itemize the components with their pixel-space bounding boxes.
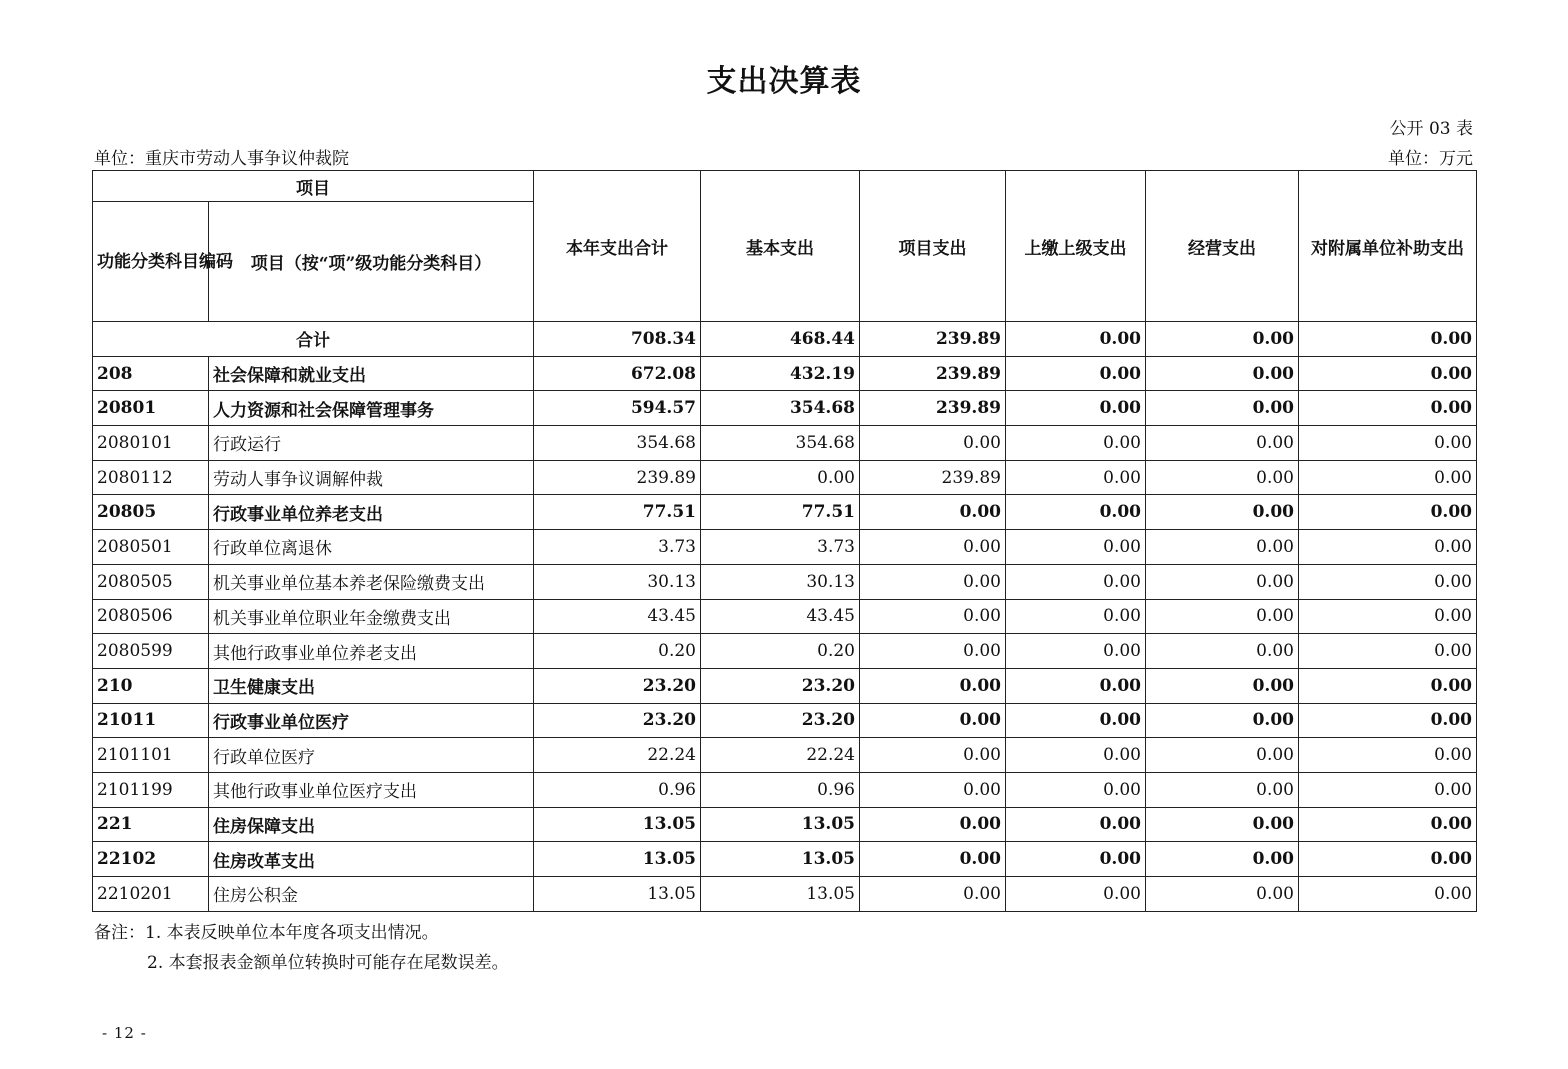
table-row: [93, 564, 1477, 599]
row-value: 239.89: [860, 460, 1006, 495]
row-value: 672.08: [534, 356, 701, 391]
table-row: [93, 738, 1477, 773]
row-value: 0.00: [1146, 668, 1299, 703]
row-code: 210: [93, 668, 209, 703]
row-value: 0.00: [860, 703, 1006, 738]
row-value: 13.05: [534, 807, 701, 842]
currency-unit: 单位：万元: [1388, 149, 1473, 169]
row-value: 354.68: [701, 426, 860, 461]
row-value: 0.00: [1006, 356, 1146, 391]
row-value: 0.00: [1146, 634, 1299, 669]
row-code: 2080101: [93, 426, 209, 461]
row-code: 20805: [93, 495, 209, 530]
row-value: 0.00: [860, 842, 1006, 877]
row-value: 77.51: [701, 495, 860, 530]
row-value: 0.00: [701, 460, 860, 495]
table-header: [93, 171, 1477, 322]
row-value: 0.00: [860, 634, 1006, 669]
row-value: 13.05: [534, 877, 701, 912]
row-name: 行政事业单位养老支出: [209, 495, 534, 530]
row-value: 0.00: [860, 877, 1006, 912]
row-value: 30.13: [701, 564, 860, 599]
row-value: 13.05: [534, 842, 701, 877]
row-value: 0.00: [860, 668, 1006, 703]
row-value: 13.05: [701, 877, 860, 912]
row-value: 22.24: [701, 738, 860, 773]
row-code: 2210201: [93, 877, 209, 912]
row-value: 0.00: [860, 564, 1006, 599]
row-value: 3.73: [701, 530, 860, 565]
table-row: [93, 634, 1477, 669]
row-value: 0.00: [1146, 356, 1299, 391]
row-value: 0.00: [1146, 564, 1299, 599]
row-value: 0.20: [701, 634, 860, 669]
row-value: 0.00: [1006, 564, 1146, 599]
row-value: 0.00: [1299, 460, 1477, 495]
row-value: 0.00: [1146, 460, 1299, 495]
page-title: 支出决算表: [706, 64, 862, 99]
total-row: [93, 322, 1477, 357]
header-total: 本年支出合计: [534, 171, 701, 322]
note-line-1: 备注：1. 本表反映单位本年度各项支出情况。: [94, 923, 439, 943]
row-name: 其他行政事业单位医疗支出: [209, 772, 534, 807]
table-row: [93, 530, 1477, 565]
row-name: 机关事业单位基本养老保险缴费支出: [209, 564, 534, 599]
row-value: 13.05: [701, 807, 860, 842]
row-value: 23.20: [534, 668, 701, 703]
row-name: 行政单位离退休: [209, 530, 534, 565]
row-name: 卫生健康支出: [209, 668, 534, 703]
header-basic: 基本支出: [701, 171, 860, 322]
form-number: 公开 03 表: [1389, 119, 1473, 139]
table-row: [93, 703, 1477, 738]
row-value: 0.00: [1006, 668, 1146, 703]
row-value: 0.00: [1299, 426, 1477, 461]
row-value: 0.00: [1006, 703, 1146, 738]
row-code: 20801: [93, 391, 209, 426]
row-value: 0.00: [1146, 703, 1299, 738]
row-value: 239.89: [860, 356, 1006, 391]
row-value: 239.89: [860, 391, 1006, 426]
row-value: 23.20: [701, 703, 860, 738]
row-value: 0.00: [1299, 738, 1477, 773]
row-value: 43.45: [534, 599, 701, 634]
row-name: 住房改革支出: [209, 842, 534, 877]
row-value: 0.96: [534, 772, 701, 807]
row-value: 0.00: [860, 599, 1006, 634]
row-name: 住房公积金: [209, 877, 534, 912]
row-value: 0.00: [1146, 772, 1299, 807]
row-value: 0.00: [1299, 530, 1477, 565]
header-code: 功能分类科目编码: [93, 202, 209, 322]
row-code: 2101199: [93, 772, 209, 807]
row-value: 0.00: [1146, 877, 1299, 912]
row-code: 2101101: [93, 738, 209, 773]
row-value: 23.20: [534, 703, 701, 738]
row-value: 0.00: [1299, 842, 1477, 877]
header-subsidy: 对附属单位补助支出: [1299, 171, 1477, 322]
row-code: 2080505: [93, 564, 209, 599]
row-value: 0.00: [1006, 634, 1146, 669]
row-value: 0.00: [1146, 842, 1299, 877]
row-code: 221: [93, 807, 209, 842]
row-value: 239.89: [534, 460, 701, 495]
row-code: 2080501: [93, 530, 209, 565]
table-row: [93, 668, 1477, 703]
row-value: 0.00: [1146, 738, 1299, 773]
header-upper: 上缴上级支出: [1006, 171, 1146, 322]
table-row: [93, 356, 1477, 391]
row-name: 机关事业单位职业年金缴费支出: [209, 599, 534, 634]
row-value: 0.00: [1299, 807, 1477, 842]
header-project: 项目支出: [860, 171, 1006, 322]
row-value: 0.00: [860, 738, 1006, 773]
row-value: 0.00: [1299, 356, 1477, 391]
row-value: 0.00: [1299, 495, 1477, 530]
row-value: 0.00: [1006, 877, 1146, 912]
row-value: 0.00: [1299, 772, 1477, 807]
row-value: 23.20: [701, 668, 860, 703]
row-value: 0.00: [860, 530, 1006, 565]
row-value: 0.00: [1006, 842, 1146, 877]
expenditure-table: [92, 170, 1477, 912]
row-value: 0.00: [1006, 807, 1146, 842]
row-name: 住房保障支出: [209, 807, 534, 842]
total-value: 468.44: [701, 322, 860, 357]
row-value: 0.00: [860, 772, 1006, 807]
row-value: 0.00: [1006, 460, 1146, 495]
row-code: 208: [93, 356, 209, 391]
row-value: 22.24: [534, 738, 701, 773]
row-name: 行政运行: [209, 426, 534, 461]
total-value: 0.00: [1146, 322, 1299, 357]
header-project-group: 项目: [93, 171, 534, 202]
row-value: 30.13: [534, 564, 701, 599]
row-value: 0.00: [860, 426, 1006, 461]
row-value: 0.00: [1299, 668, 1477, 703]
header-business: 经营支出: [1146, 171, 1299, 322]
row-name: 劳动人事争议调解仲裁: [209, 460, 534, 495]
reporting-unit: 单位：重庆市劳动人事争议仲裁院: [94, 149, 349, 169]
row-value: 77.51: [534, 495, 701, 530]
row-code: 2080112: [93, 460, 209, 495]
row-value: 0.00: [1146, 807, 1299, 842]
row-code: 21011: [93, 703, 209, 738]
row-code: 22102: [93, 842, 209, 877]
row-value: 0.00: [1006, 495, 1146, 530]
row-value: 0.00: [1006, 738, 1146, 773]
row-value: 432.19: [701, 356, 860, 391]
row-name: 社会保障和就业支出: [209, 356, 534, 391]
row-value: 0.20: [534, 634, 701, 669]
row-name: 其他行政事业单位养老支出: [209, 634, 534, 669]
row-value: 594.57: [534, 391, 701, 426]
row-value: 0.00: [1146, 391, 1299, 426]
row-value: 0.00: [1146, 495, 1299, 530]
total-value: 708.34: [534, 322, 701, 357]
notes: [94, 918, 509, 978]
table-row: [93, 772, 1477, 807]
row-value: 0.00: [860, 495, 1006, 530]
row-name: 人力资源和社会保障管理事务: [209, 391, 534, 426]
table-row: [93, 426, 1477, 461]
total-label: 合计: [93, 322, 534, 357]
row-value: 0.00: [1006, 391, 1146, 426]
table-row: [93, 877, 1477, 912]
note-line-2: 2. 本套报表金额单位转换时可能存在尾数误差。: [147, 953, 509, 973]
row-name: 行政单位医疗: [209, 738, 534, 773]
table-row: [93, 807, 1477, 842]
row-value: 0.00: [1299, 877, 1477, 912]
row-value: 13.05: [701, 842, 860, 877]
row-name: 行政事业单位医疗: [209, 703, 534, 738]
row-code: 2080599: [93, 634, 209, 669]
total-value: 0.00: [1299, 322, 1477, 357]
table-row: [93, 460, 1477, 495]
row-value: 0.00: [1006, 426, 1146, 461]
row-value: 0.00: [1146, 599, 1299, 634]
row-value: 0.00: [1006, 530, 1146, 565]
row-value: 354.68: [534, 426, 701, 461]
row-value: 0.00: [1299, 703, 1477, 738]
row-value: 0.00: [1299, 564, 1477, 599]
row-value: 43.45: [701, 599, 860, 634]
row-value: 0.00: [1299, 599, 1477, 634]
row-value: 0.00: [1006, 772, 1146, 807]
total-value: 239.89: [860, 322, 1006, 357]
header-name: 项目（按“项”级功能分类科目）: [209, 202, 534, 322]
page-number: - 12 -: [102, 1024, 147, 1042]
row-value: 0.00: [860, 807, 1006, 842]
row-value: 0.00: [1146, 530, 1299, 565]
row-value: 0.00: [1006, 599, 1146, 634]
row-value: 3.73: [534, 530, 701, 565]
row-value: 0.00: [1299, 634, 1477, 669]
row-code: 2080506: [93, 599, 209, 634]
row-value: 0.00: [1146, 426, 1299, 461]
row-value: 0.96: [701, 772, 860, 807]
table-row: [93, 495, 1477, 530]
table-body: [93, 322, 1477, 912]
row-value: 354.68: [701, 391, 860, 426]
table-row: [93, 599, 1477, 634]
table-row: [93, 391, 1477, 426]
table-row: [93, 842, 1477, 877]
row-value: 0.00: [1299, 391, 1477, 426]
total-value: 0.00: [1006, 322, 1146, 357]
